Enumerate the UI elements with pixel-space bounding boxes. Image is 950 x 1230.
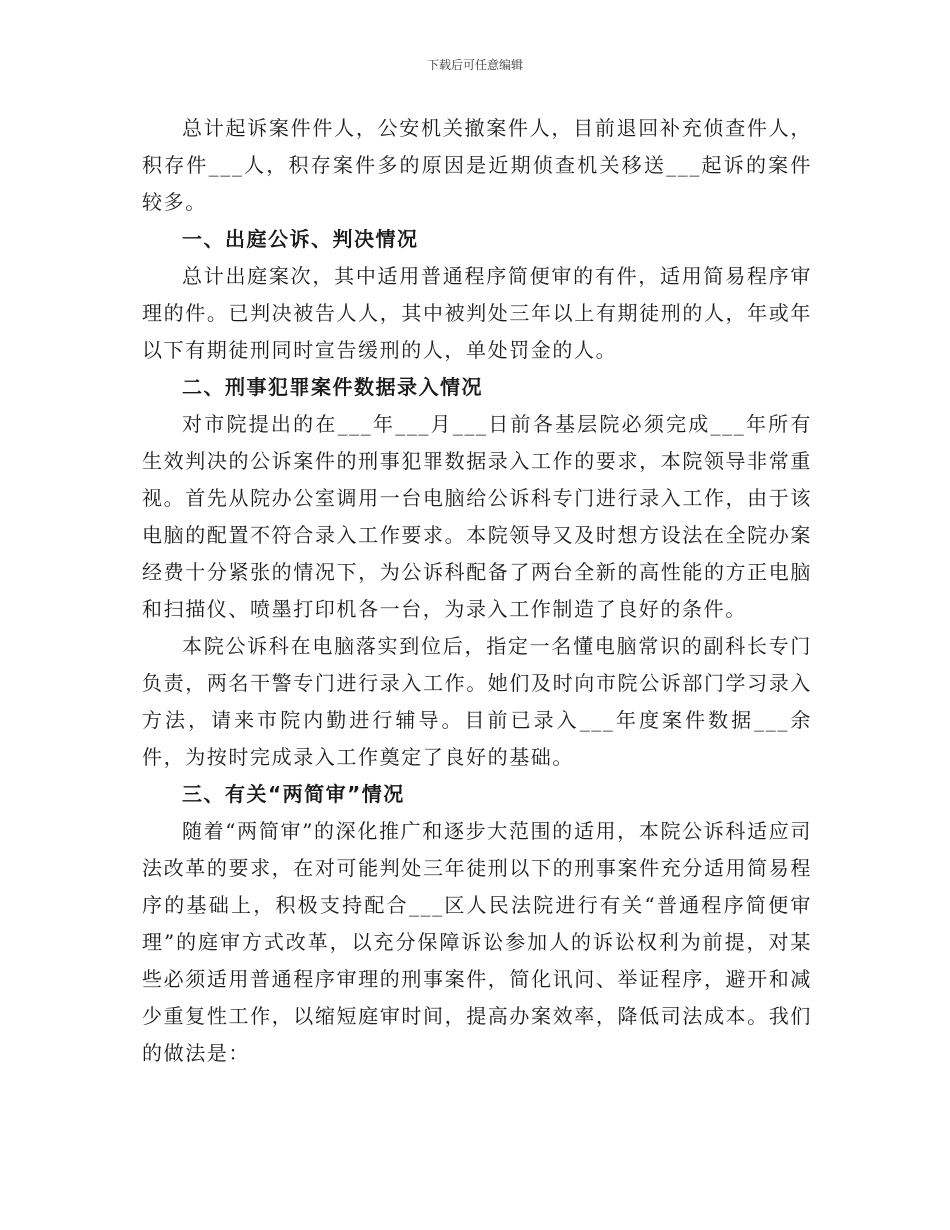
paragraph-data-entry-staffing: 本院公诉科在电脑落实到位后，指定一名懂电脑常识的副科长专门负责，两名干警专门进行录入工作。她们及时向市院公诉部门学习录入方法，请来市院内勤进行辅导。目前已录入___年度案件数据___余件，为按时完成录入工作奠定了良好的基础。 [142, 634, 812, 769]
heading-court-prosecution: 一、出庭公诉、判决情况 [182, 227, 419, 251]
document-body [142, 110, 812, 1072]
page-header: 下载后可任意编辑 [426, 58, 523, 72]
paragraph-court-summary: 总计出庭案次，其中适用普通程序简便审的有件，适用简易程序审理的件。已判决被告人人，其中被判处三年以上有期徒刑的人，年或年以下有期徒刑同时宣告缓刑的人，单处罚金的人。 [142, 264, 812, 362]
paragraph-case-summary: 总计起诉案件件人，公安机关撤案件人，目前退回补充侦查件人，积存件___人，积存案件多的原因是近期侦查机关移送___起诉的案件较多。 [142, 116, 812, 214]
paragraph-simplified-trials: 随着“两简审”的深化推广和逐步大范围的适用，本院公诉科适应司法改革的要求，在对可能判处三年徒刑以下的刑事案件充分适用简易程序的基础上，积极支持配合___区人民法院进行有关“普通程序简便审理”的庭审方式改革，以充分保障诉讼参加人的诉讼权利为前提，对某些必须适用普通程序审理的刑事案件，简化讯问、举证程序，避开和减少重复性工作，以缩短庭审时间，提高办案效率，降低司法成本。我们的做法是： [142, 819, 812, 1065]
heading-two-simplified-trials: 三、有关“两简审”情况 [182, 782, 405, 806]
paragraph-data-entry-requirements: 对市院提出的在___年___月___日前各基层院必须完成___年所有生效判决的公诉案件的刑事犯罪数据录入工作的要求，本院领导非常重视。首先从院办公室调用一台电脑给公诉科专门进行录入工作，由于该电脑的配置不符合录入工作要求。本院领导又及时想方设法在全院办案经费十分紧张的情况下，为公诉科配备了两台全新的高性能的方正电脑和扫描仪、喷墨打印机各一台，为录入工作制造了良好的条件。 [142, 412, 812, 621]
heading-data-entry: 二、刑事犯罪案件数据录入情况 [182, 375, 483, 399]
